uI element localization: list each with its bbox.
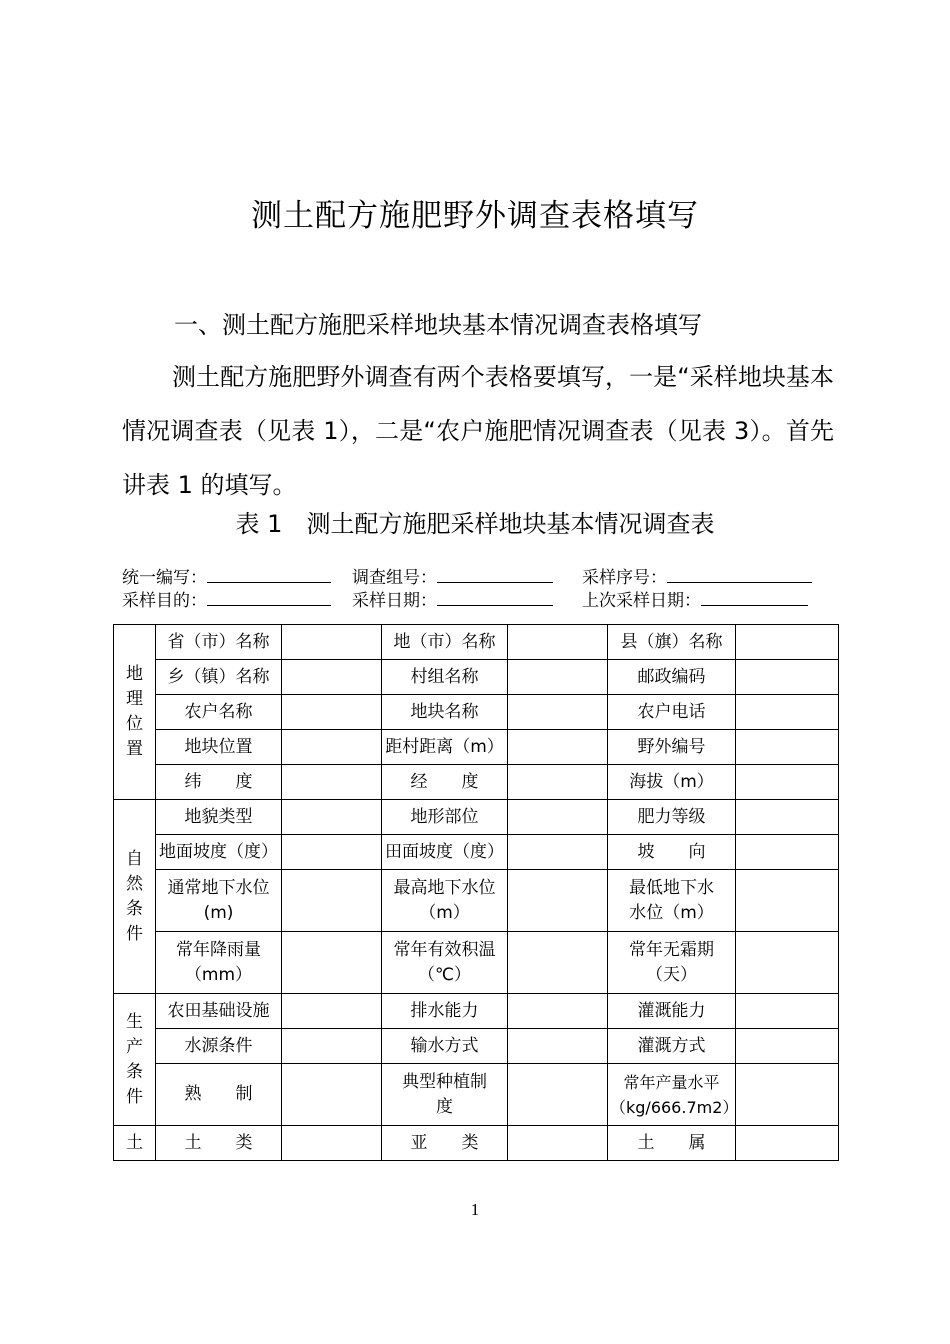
field-value[interactable] [508,994,608,1029]
field-label: 灌溉方式 [608,1029,736,1064]
table-row [114,932,839,994]
field-label: 村组名称 [382,660,508,695]
meta-field-line[interactable] [701,589,808,606]
field-value[interactable] [736,800,839,835]
field-label: 常年产量水平（kg/666.7m2） [608,1064,736,1126]
field-value[interactable] [736,835,839,870]
field-label: 亚 类 [382,1126,508,1161]
intro-paragraph: 测土配方施肥野外调查有两个表格要填写，一是“采样地块基本情况调查表（见表 1），二是“农户施肥情况调查表（见表 3）。首先讲表 1 的填写。 [122,363,834,499]
field-label: 海拔（m） [608,765,736,800]
meta-label-team-no: 调查组号： [352,568,437,588]
field-label: 排水能力 [382,994,508,1029]
field-value[interactable] [736,695,839,730]
field-label: 农户电话 [608,695,736,730]
field-value[interactable] [736,730,839,765]
field-label: 输水方式 [382,1029,508,1064]
field-value[interactable] [736,1029,839,1064]
field-label: 邮政编码 [608,660,736,695]
table-row [114,1029,839,1064]
meta-field-line[interactable] [667,566,812,583]
table-caption [0,504,950,539]
field-label: 常年有效积温（℃） [382,932,508,994]
field-value[interactable] [282,1029,382,1064]
table-caption-number: 表 1 [235,510,283,538]
field-value[interactable] [508,800,608,835]
table-row [114,730,839,765]
field-label: 通常地下水位(m) [156,870,282,932]
meta-label-unified-code: 统一编写： [122,568,207,588]
field-value[interactable] [736,994,839,1029]
field-value[interactable] [508,695,608,730]
field-label: 坡 向 [608,835,736,870]
meta-field-line[interactable] [207,566,331,583]
category-production-conditions: 生产条件 [114,994,156,1126]
field-value[interactable] [736,660,839,695]
field-label: 地貌类型 [156,800,282,835]
field-label: 地块位置 [156,730,282,765]
category-soil: 土 [114,1126,156,1161]
table-row [114,800,839,835]
field-label: 地（市）名称 [382,625,508,660]
field-label: 熟 制 [156,1064,282,1126]
field-label: 距村距离（m） [382,730,508,765]
survey-table [113,624,839,1161]
table-row [114,1064,839,1126]
table-row [114,695,839,730]
table-row [114,994,839,1029]
field-label: 地面坡度（度） [156,835,282,870]
meta-column-1 [122,566,331,612]
field-label: 地块名称 [382,695,508,730]
field-value[interactable] [508,835,608,870]
field-label: 县（旗）名称 [608,625,736,660]
field-value[interactable] [508,870,608,932]
field-value[interactable] [282,994,382,1029]
page-number: 1 [470,1200,480,1219]
table-row [114,660,839,695]
field-label: 纬 度 [156,765,282,800]
field-value[interactable] [282,625,382,660]
field-label: 最低地下水水位（m） [608,870,736,932]
field-label: 乡（镇）名称 [156,660,282,695]
field-value[interactable] [736,1064,839,1126]
field-label: 省（市）名称 [156,625,282,660]
field-label: 地形部位 [382,800,508,835]
meta-label-sample-seq: 采样序号： [582,568,667,588]
field-label: 土 属 [608,1126,736,1161]
field-label: 常年无霜期（天） [608,932,736,994]
field-label: 肥力等级 [608,800,736,835]
meta-column-3 [582,566,812,612]
table-caption-title: 测土配方施肥采样地块基本情况调查表 [306,510,715,538]
field-value[interactable] [282,695,382,730]
table-row [114,625,839,660]
field-value[interactable] [282,800,382,835]
field-value[interactable] [508,1126,608,1161]
field-value[interactable] [282,1064,382,1126]
field-value[interactable] [282,870,382,932]
page-title: 测土配方施肥野外调查表格填写 [251,198,699,234]
table-row [114,870,839,932]
field-value[interactable] [736,932,839,994]
field-value[interactable] [508,1029,608,1064]
field-value[interactable] [282,660,382,695]
category-geo-location: 地理位置 [114,625,156,800]
table-row [114,835,839,870]
field-value[interactable] [282,730,382,765]
field-value[interactable] [508,1064,608,1126]
field-label: 常年降雨量（mm） [156,932,282,994]
field-label: 田面坡度（度） [382,835,508,870]
field-value[interactable] [282,765,382,800]
category-natural-conditions: 自然条件 [114,800,156,994]
meta-field-line[interactable] [437,566,553,583]
table-row [114,1126,839,1161]
field-label: 最高地下水位（m） [382,870,508,932]
field-value[interactable] [508,932,608,994]
field-value[interactable] [736,870,839,932]
field-value[interactable] [736,1126,839,1161]
field-label: 野外编号 [608,730,736,765]
table-row [114,765,839,800]
field-value[interactable] [508,625,608,660]
field-value[interactable] [282,1126,382,1161]
field-label: 水源条件 [156,1029,282,1064]
field-label: 典型种植制 度 [382,1064,508,1126]
field-label: 灌溉能力 [608,994,736,1029]
field-label: 农户名称 [156,695,282,730]
meta-column-2 [352,566,553,612]
meta-label-last-sample-date: 上次采样日期： [582,591,701,611]
field-value[interactable] [736,625,839,660]
field-label: 经 度 [382,765,508,800]
field-label: 农田基础设施 [156,994,282,1029]
field-label: 土 类 [156,1126,282,1161]
field-value[interactable] [508,660,608,695]
meta-label-sample-date: 采样日期： [352,591,437,611]
meta-label-purpose: 采样目的： [122,591,207,611]
section-heading: 一、测土配方施肥采样地块基本情况调查表格填写 [174,311,702,339]
meta-field-line[interactable] [207,589,331,606]
field-value[interactable] [282,932,382,994]
field-value[interactable] [508,765,608,800]
field-value[interactable] [508,730,608,765]
field-value[interactable] [736,765,839,800]
field-value[interactable] [282,835,382,870]
meta-field-line[interactable] [437,589,553,606]
